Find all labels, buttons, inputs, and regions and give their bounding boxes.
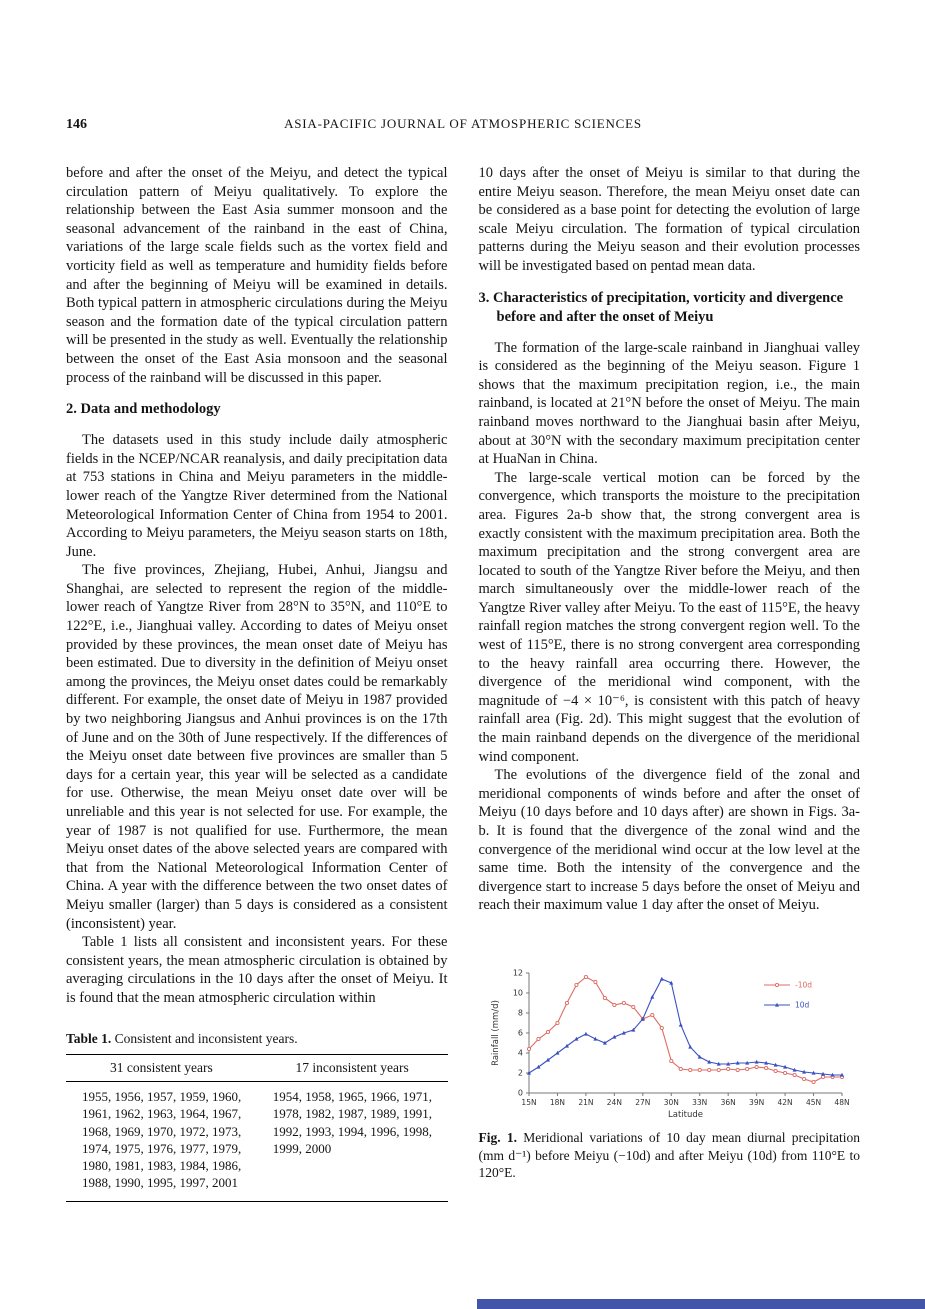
svg-text:10d: 10d (794, 1000, 810, 1010)
figure-1-caption (479, 1129, 861, 1182)
paragraph-intro-continued: before and after the onset of the Meiyu, and detect the typical circulation pattern of Meiyu qualitatively. To explore the relationship between the East Asia summer monsoon and the seasonal advancement of the rainband in the east of China, variations of the large scale fields such as the vortex field and vorticity field as well as temperature and humidity fields before and after the beginning of Meiyu will be examined in details. Both typical pattern in atmospheric circulations during the Meiyu season and the formation date of the typical circulation pattern will be presented in the study as well. Eventually the relationship between the onset of the East Asia monsoon and the seasonal process of the rainband will be discussed in this paper. (66, 165, 448, 386)
svg-text:39N: 39N (748, 1097, 764, 1107)
table-header-row (66, 1054, 448, 1082)
table-1-caption-text: Consistent and inconsistent years. (114, 1030, 298, 1046)
cell-consistent-years: 1955, 1956, 1957, 1959, 1960, 1961, 1962, 1963, 1964, 1967, 1968, 1969, 1970, 1972, 1973, 1974, 1975, 1976, 1977, 1979, 1980, 1981, 1983, 1984, 1986, 1988, 1990, 1995, 1997, 2001 (82, 1089, 242, 1191)
svg-text:4: 4 (517, 1048, 523, 1058)
svg-text:2: 2 (517, 1068, 523, 1078)
paragraph-datasets: The datasets used in this study include daily atmospheric fields in the NCEP/NCAR reanalysis, and daily precipitation data at 753 stations in China and Meiyu parameters in the middle-lower reach of the Yangtze River determined from the National Meteorological Information Center of China from 1954 to 2001. According to Meiyu parameters, the Meiyu season starts on 18th, June. (66, 432, 448, 560)
left-column (66, 164, 448, 1202)
table-1 (66, 1030, 448, 1203)
paragraph-rainband-formation: The formation of the large-scale rainband in Jianghuai valley is considered as the beginning of the Meiyu season. Figure 1 shows that the maximum precipitation region, i.e., the main rainband, is located at 21°N before the onset of Meiyu. The main rainband moves northward to the Jianghuai basin after Meiyu, about at 30°N with the secondary maximum precipitation center at HuaNan in China. (478, 339, 860, 468)
svg-text:27N: 27N (634, 1097, 651, 1107)
svg-text:15N: 15N (521, 1097, 537, 1107)
column-header-consistent: 31 consistent years (66, 1054, 257, 1082)
journal-title: ASIA-PACIFIC JOURNAL OF ATMOSPHERIC SCIENCES (284, 116, 642, 131)
svg-text:0: 0 (517, 1088, 523, 1098)
svg-text:10: 10 (512, 988, 523, 998)
svg-text:-10d: -10d (794, 980, 812, 990)
page-number: 146 (66, 117, 87, 132)
column-header-inconsistent: 17 inconsistent years (257, 1054, 448, 1082)
table-1-caption-label: Table 1. (66, 1030, 112, 1046)
page-header (66, 116, 860, 133)
table-row (66, 1082, 448, 1202)
svg-text:Latitude: Latitude (667, 1109, 703, 1120)
svg-text:6: 6 (517, 1028, 523, 1038)
figure-1-caption-text: Meridional variations of 10 day mean diurnal precipitation (mm d⁻¹) before Meiyu (−10d) and after Meiyu (10d) from 110°E to 120°E. (478, 1129, 860, 1181)
bottom-blue-strip (477, 1299, 925, 1309)
svg-text:33N: 33N (691, 1097, 708, 1107)
paragraph-divergence-evolution: The evolutions of the divergence field of the zonal and meridional components of winds before and after the onset of Meiyu (10 days before and 10 days after) are shown in Figs. 3a-b. It is found that the divergence of the zonal wind and the convergence of the meridional wind occur at the low level at the same time. Both the intensity of the convergence and the divergence start to increase 5 days before the onset of Meiyu and reach their maximum value 1 day after the onset of Meiyu. (478, 767, 860, 914)
svg-text:18N: 18N (549, 1097, 565, 1107)
svg-text:21N: 21N (578, 1097, 594, 1107)
svg-text:Rainfall (mm/d): Rainfall (mm/d) (490, 1000, 501, 1066)
svg-text:12: 12 (512, 968, 523, 978)
fig1-rainfall-latitude-chart (487, 961, 852, 1129)
svg-text:36N: 36N (720, 1097, 736, 1107)
consistent-years-table (66, 1054, 448, 1203)
svg-text:30N: 30N (663, 1097, 679, 1107)
figure-1 (479, 961, 861, 1182)
paragraph-table1-intro: Table 1 lists all consistent and inconsistent years. For these consistent years, the mean atmospheric circulation is obtained by averaging circulations in the 10 days after the onset of Meiyu. It is found that the mean atmospheric circulation within (66, 934, 448, 1006)
figure-1-caption-label: Fig. 1. (478, 1129, 517, 1145)
cell-inconsistent-years: 1954, 1958, 1965, 1966, 1971, 1978, 1982, 1987, 1989, 1991, 1992, 1993, 1994, 1996, 1998, 1999, 2000 (272, 1089, 432, 1156)
svg-text:45N: 45N (805, 1097, 821, 1107)
two-column-body (66, 164, 860, 1202)
paragraph-continued: 10 days after the onset of Meiyu is similar to that during the entire Meiyu season. Therefore, the mean Meiyu onset date can be considered as a base point for detecting the evolution of large scale Meiyu circulation. The formation of typical circulation patterns during the Meiyu season and their evolution processes will be investigated based on pentad mean data. (478, 165, 860, 274)
paragraph-vertical-motion: The large-scale vertical motion can be forced by the convergence, which transports the moisture to the precipitation area. Figures 2a-b show that, the strong convergent area is exactly consistent with the maximum precipitation area. Both the maximum precipitation and the strong convergent area are located to south of the Yangtze River before the Meiyu, and then march simultaneously over the middle-lower reach of the Yangtze River valley after Meiyu. To the east of 115°E, the heavy rainfall region matches the strong convergent region well. To the west of 115°E, there is no strong convergent area corresponding to the heavy rainfall area occurring there. However, the divergence of the meridional wind component, with the magnitude of −4 × 10⁻⁶, is consistent with this patch of heavy rainfall area (Fig. 2d). This might suggest that the evolution of the main rainband depends on the divergence of the meridional wind component. (478, 469, 860, 765)
svg-text:24N: 24N (606, 1097, 622, 1107)
table-1-caption (66, 1030, 448, 1047)
paragraph-provinces: The five provinces, Zhejiang, Hubei, Anhui, Jiangsu and Shanghai, are selected to represent the region of the middle-lower reach of Yangtze River from 28°N to 35°N, and 110°E to 122°E, i.e., Jianghuai valley. According to dates of Meiyu onset provided by these provinces, the mean onset date of Meiyu has been estimated. Due to diversity in the definition of Meiyu onset among the provinces, the Meiyu onset dates could be remarkably different. For example, the onset date of Meiyu in 1987 provided by two neighboring Jiangsus and Anhui provinces is on the 17th of June and on the 30th of June respectively. If the differences of the Meiyu onset date between five provinces are smaller than 5 days for a certain year, this year will be selected as a candidate for use. Otherwise, the mean Meiyu onset date over will be unreliable and this year is not selected for use. For example, the year of 1987 is not qualified for use. Furthermore, the mean Meiyu onset dates of the above selected years are compared with that from the National Meteorological Information Center of China. A year with the difference between the two onset dates of Meiyu smaller (larger) than 5 days is considered as a consistent (inconsistent) year. (66, 562, 448, 932)
right-column (479, 164, 861, 1202)
section-heading-data-methodology: 2. Data and methodology (66, 401, 221, 418)
svg-text:48N: 48N (834, 1097, 850, 1107)
section-heading-characteristics: 3. Characteristics of precipitation, vorticity and divergence before and after the onset of Meiyu (478, 289, 844, 325)
svg-text:42N: 42N (777, 1097, 793, 1107)
svg-text:8: 8 (517, 1008, 523, 1018)
